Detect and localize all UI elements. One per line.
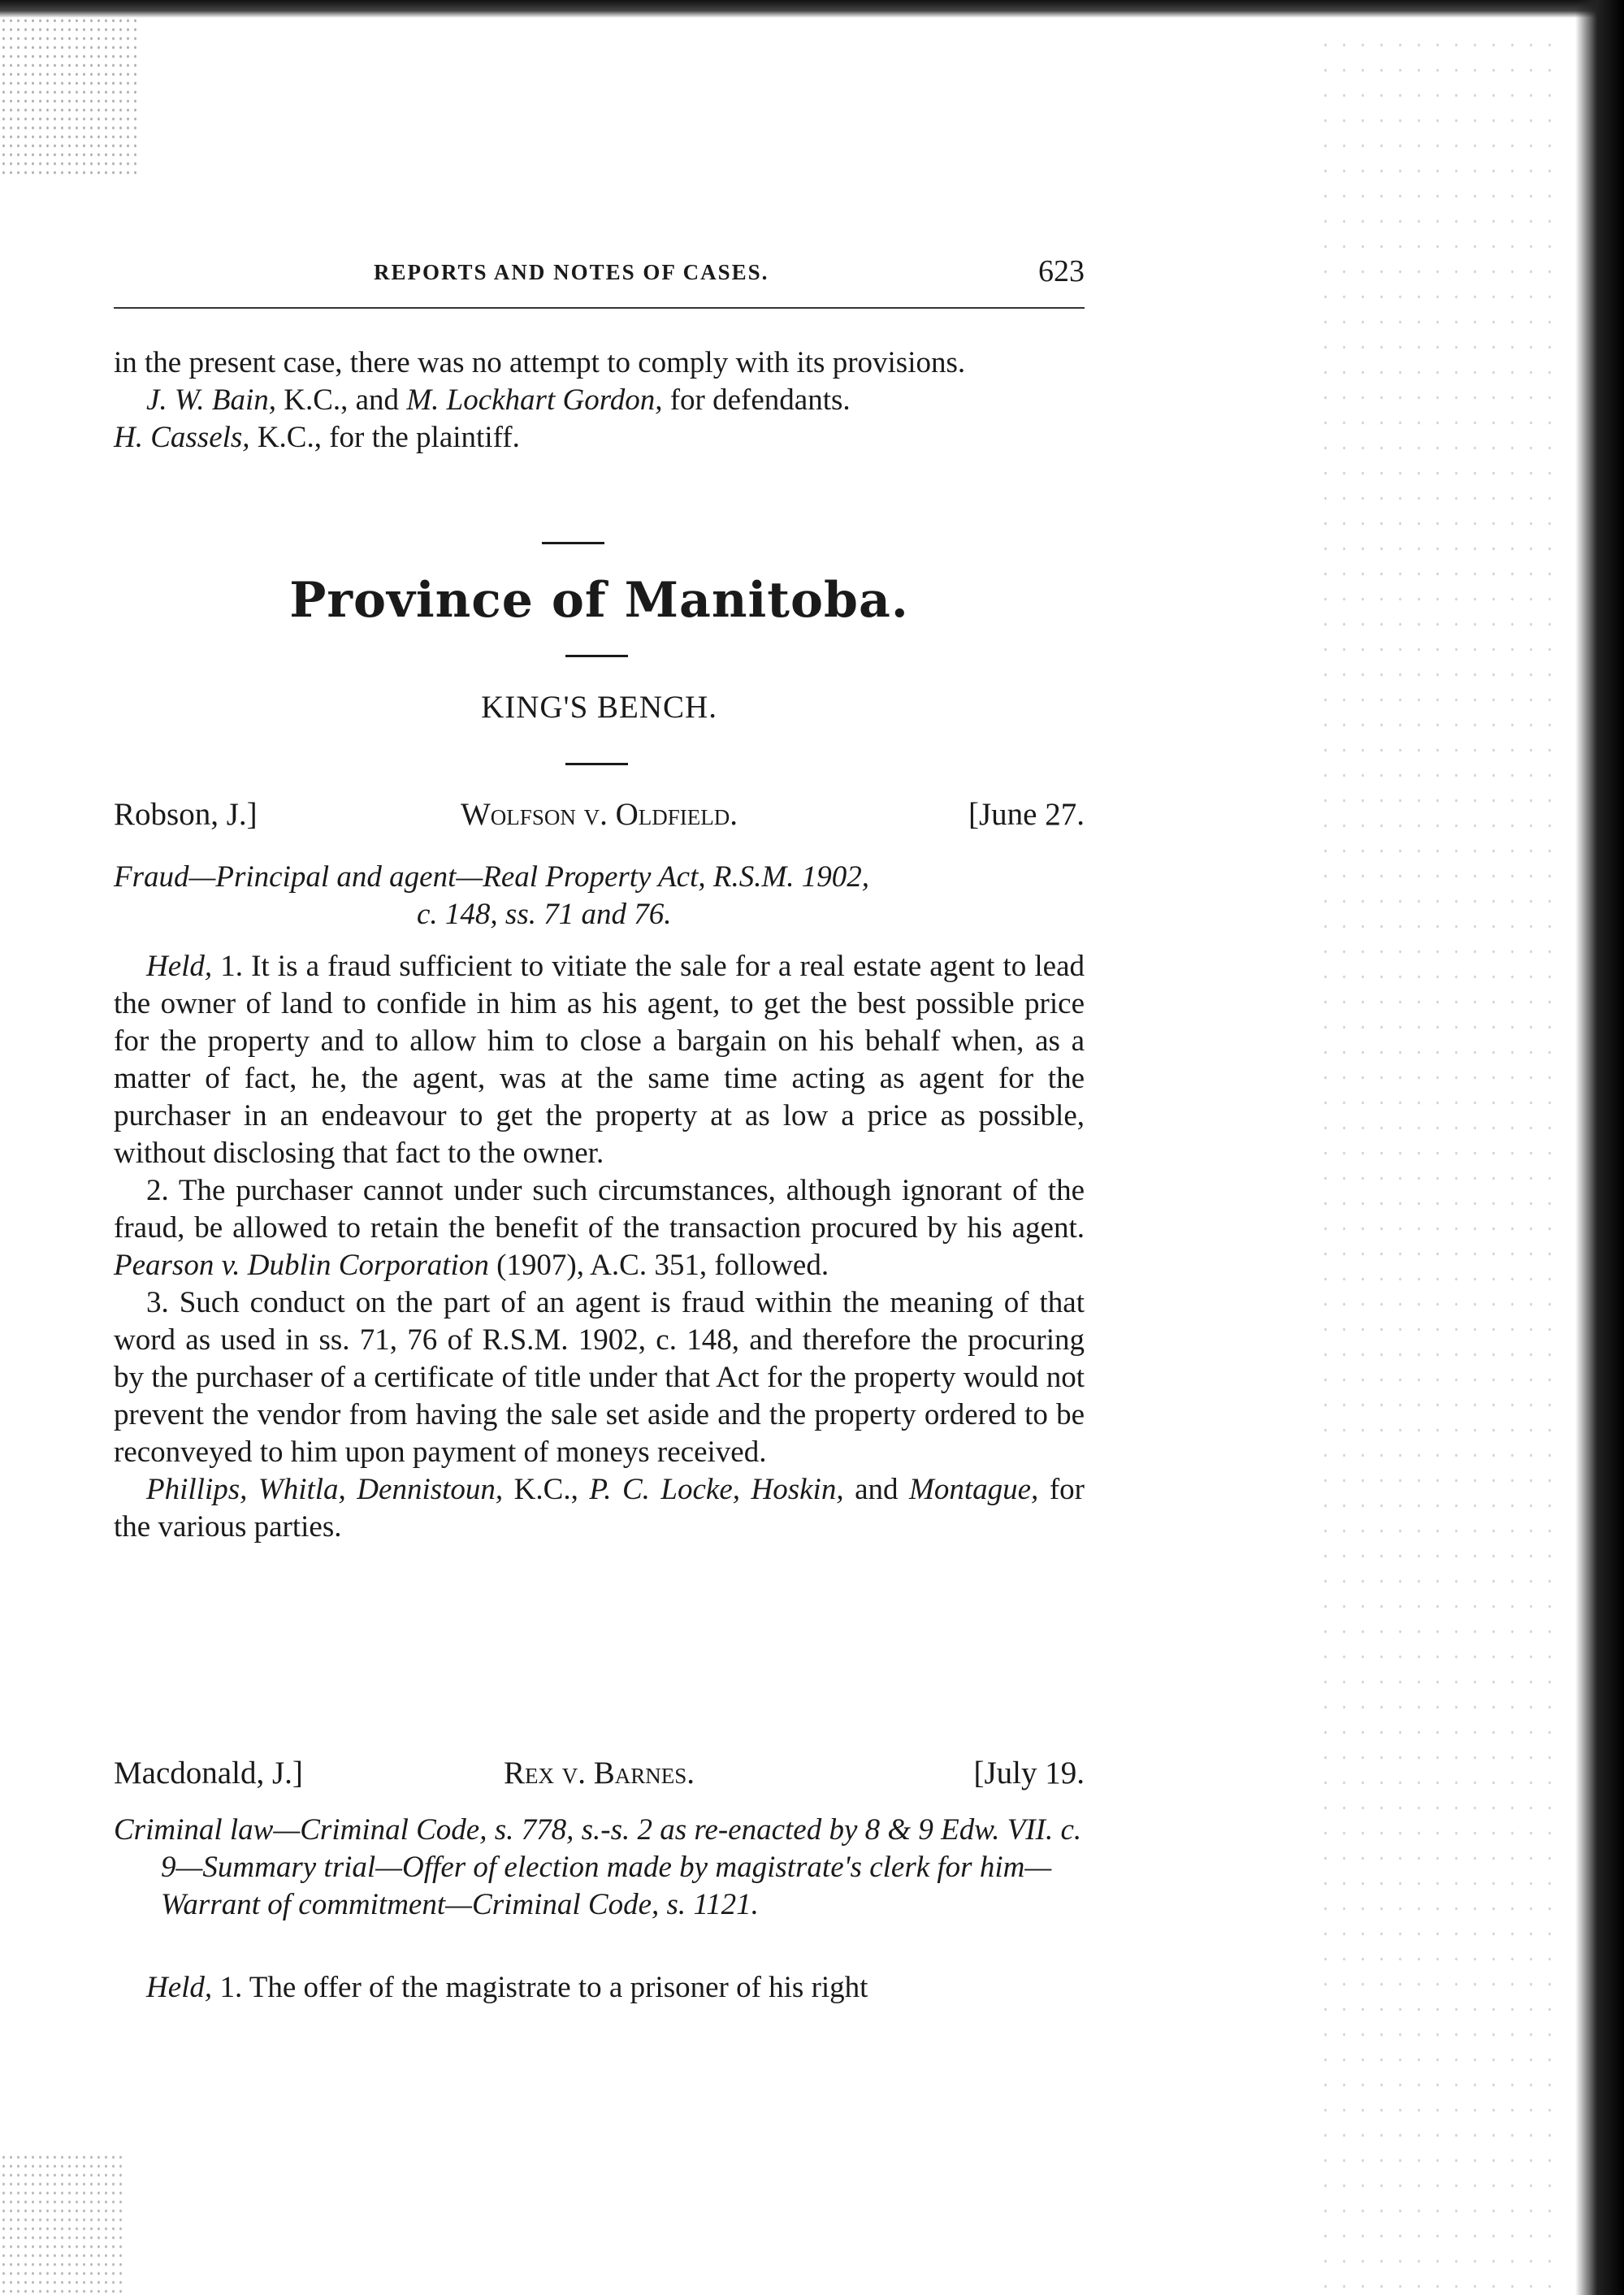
held-label: Held, <box>146 950 213 983</box>
held-label: Held, <box>146 1971 213 2004</box>
held-text: 1. It is a fraud sufficient to vitiate the sale for a real estate agent to lead the owner of land to confide in him as his agent, to get the best possible price for the property and to allow him to close a bargain on his behalf when, as a matter of fact, he, the agent, was at the same time acting as agent for the purchaser in an endeavour to get the property at as low a price as possible, without disclosing that fact to the owner. <box>114 950 1085 1170</box>
counsel-plaintiff <box>114 419 1085 457</box>
counsel-text: and <box>843 1473 910 1506</box>
counsel-name: J. W. Bain, <box>146 383 276 417</box>
counsel-text: for the various parties. <box>114 1473 1085 1544</box>
section-rule <box>565 763 628 765</box>
counsel-name: H. Cassels, <box>114 421 250 454</box>
case-1-counsel <box>114 1471 1085 1546</box>
counsel-text: K.C., for the plaintiff. <box>249 421 520 454</box>
province-heading: Province of Manitoba. <box>289 572 909 629</box>
running-head <box>114 253 1085 294</box>
counsel-name: Phillips, Whitla, Dennistoun, <box>146 1473 504 1506</box>
decision-date: [July 19. <box>973 1756 1085 1791</box>
held-paragraph-3: 3. Such conduct on the part of an agent is fraud within the meaning of that word as used in ss. 71, 76 of R.S.M. 1902, c. 148, and therefore the procuring by the purchaser of a certificate of title under that Act for the property would not prevent the vendor from having the sale set aside and the property ordered to be reconveyed to him upon payment of moneys received. <box>114 1286 1085 1469</box>
held-text: (1907), A.C. 351, followed. <box>488 1249 829 1282</box>
counsel-text: K.C., <box>503 1473 590 1506</box>
held-paragraph-1 <box>114 1969 1085 2007</box>
catchwords-line: Fraud—Principal and agent—Real Property Act, R.S.M. 1902, <box>114 860 870 894</box>
catchwords-line: c. 148, ss. 71 and 76. <box>417 898 672 931</box>
judge-name: Macdonald, J.] <box>114 1756 303 1791</box>
case-2-header <box>114 1755 1085 1795</box>
counsel-defendants <box>114 382 1085 419</box>
held-text: 1. The offer of the magistrate to a prisoner of his right <box>212 1971 868 2004</box>
section-rule <box>565 655 628 657</box>
continuation-paragraph: in the present case, there was no attempt to comply with its provisions. <box>114 346 966 379</box>
counsel-text: K.C., and <box>275 383 407 417</box>
scan-noise <box>0 2153 122 2295</box>
case-1-catchwords <box>114 859 1085 933</box>
page-top-edge <box>0 0 1624 18</box>
section-rule <box>542 542 604 544</box>
page-number: 623 <box>1038 254 1085 288</box>
counsel-name: M. Lockhart Gordon, <box>406 383 663 417</box>
case-title: Rex v. Barnes. <box>503 1756 695 1791</box>
case-2-held <box>114 1969 1085 2007</box>
counsel-name: Montague, <box>909 1473 1039 1506</box>
case-1-header <box>114 796 1085 837</box>
case-title: Wolfson v. Oldfield. <box>461 797 738 832</box>
case-2-catchwords: Criminal law—Criminal Code, s. 778, s.-s. 2 as re-enacted by 8 & 9 Edw. VII. c. 9—Summary trial—Offer of election made by magistrate's clerk for him—Warrant of commitment—Criminal Code, s. 1121. <box>114 1813 1082 1921</box>
scan-noise <box>1316 32 1560 2291</box>
counsel-text: for defendants. <box>662 383 851 417</box>
held-paragraph-1 <box>114 948 1085 1172</box>
counsel-name: P. C. Locke, Hoskin, <box>589 1473 844 1506</box>
running-title: REPORTS AND NOTES OF CASES. <box>374 260 769 284</box>
held-text: 2. The purchaser cannot under such circumstances, although ignorant of the fraud, be allowed to retain the benefit of the transaction procured by his agent. <box>114 1174 1085 1245</box>
judge-name: Robson, J.] <box>114 797 258 832</box>
header-rule <box>114 307 1085 309</box>
cited-case: Pearson v. Dublin Corporation <box>114 1249 489 1282</box>
decision-date: [June 27. <box>968 797 1085 832</box>
page-right-edge <box>1575 0 1624 2295</box>
court-heading: KING'S BENCH. <box>481 690 717 725</box>
scan-noise <box>0 16 138 179</box>
held-paragraph-2 <box>114 1172 1085 1284</box>
top-section <box>114 344 1085 457</box>
case-1-held <box>114 948 1085 1546</box>
